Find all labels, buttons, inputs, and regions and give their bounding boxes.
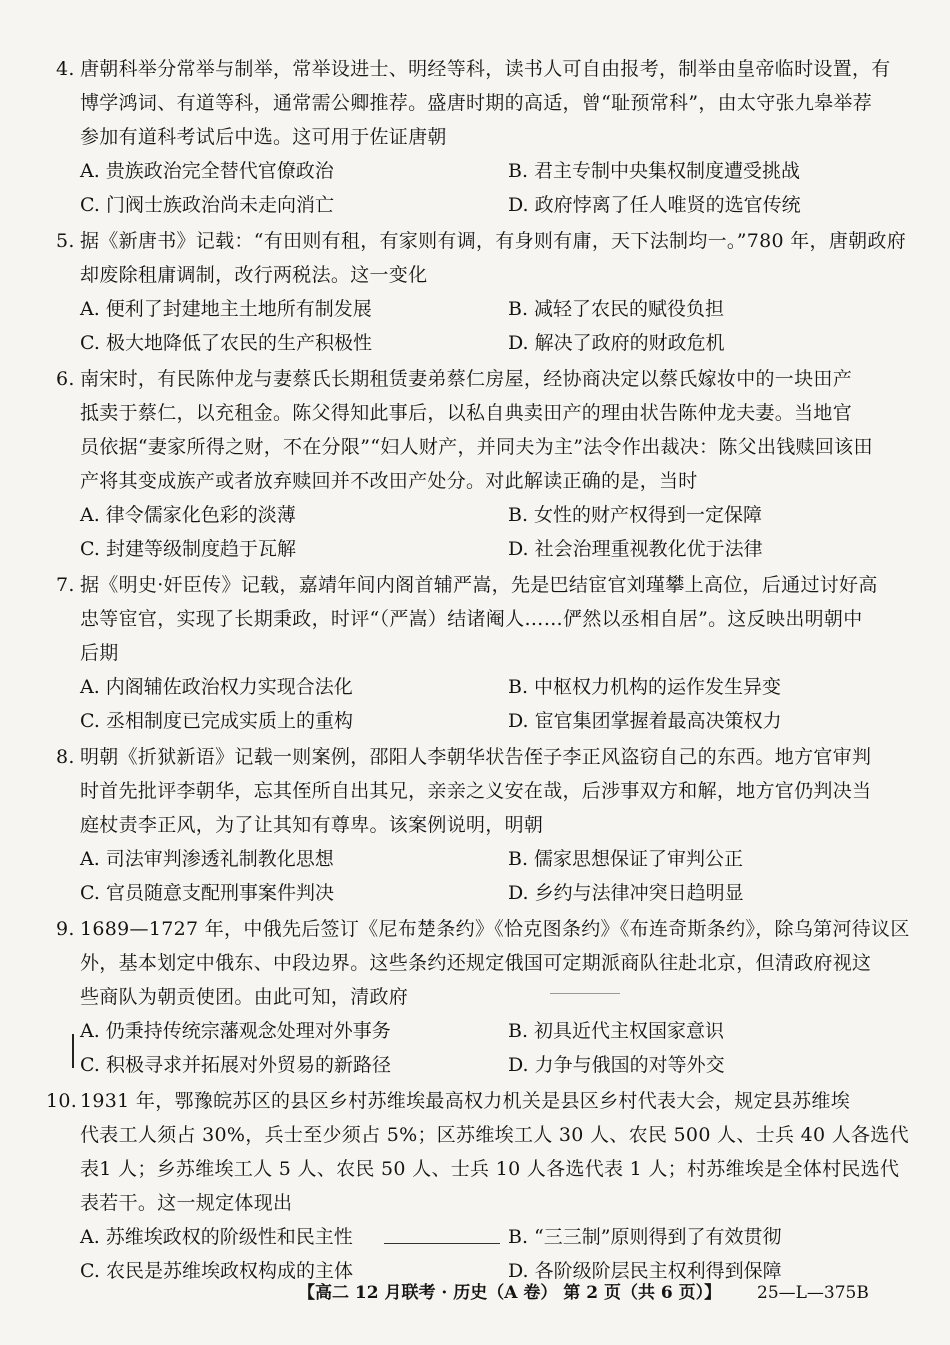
question-stem-line (0, 396, 950, 430)
option-b: B. 减轻了农民的赋役负担 (508, 298, 725, 320)
option-a: A. 苏维埃政权的阶级性和民主性 (80, 1226, 353, 1248)
option-row (0, 876, 950, 910)
option-c: C. 门阀士族政治尚未走向消亡 (80, 194, 334, 216)
stem-text: 参加有道科考试后中选。这可用于佐证唐朝 (80, 126, 447, 148)
stem-text: 博学鸿词、有道等科，通常需公卿推荐。盛唐时期的高适，曾“耻预常科”，由太守张九皋举荐 (80, 92, 873, 114)
footer-code: 25—L—375B (757, 1283, 869, 1303)
question-stem-line (0, 224, 950, 258)
scan-mark (72, 1034, 74, 1068)
question-10 (0, 1084, 950, 1288)
question-8 (0, 740, 950, 910)
question-stem-line (0, 602, 950, 636)
question-5 (0, 224, 950, 360)
question-stem-line (0, 740, 950, 774)
question-stem-line (0, 1118, 950, 1152)
question-stem-line (0, 912, 950, 946)
option-a: A. 律令儒家化色彩的淡薄 (80, 504, 296, 526)
question-stem-line (0, 774, 950, 808)
underline-mark (384, 1243, 500, 1244)
question-list (0, 52, 950, 1290)
stem-text: 唐朝科举分常举与制举，常举设进士、明经等科，读书人可自由报考，制举由皇帝临时设置，有 (80, 58, 891, 80)
option-d: D. 宦官集团掌握着最高决策权力 (508, 710, 782, 732)
question-number: 9. (56, 918, 75, 940)
question-4 (0, 52, 950, 222)
question-number: 7. (56, 574, 75, 596)
question-number: 10. (46, 1090, 78, 1112)
option-c: C. 农民是苏维埃政权构成的主体 (80, 1260, 353, 1282)
question-number: 5. (56, 230, 75, 252)
stem-text: 明朝《折狱新语》记载一则案例，邵阳人李朝华状告侄子李正风盗窃自己的东西。地方官审判 (80, 746, 872, 768)
stem-text: 南宋时，有民陈仲龙与妻蔡氏长期租赁妻弟蔡仁房屋，经协商决定以蔡氏嫁妆中的一块田产 (80, 368, 853, 390)
question-6 (0, 362, 950, 566)
question-number: 6. (56, 368, 75, 390)
option-d: D. 各阶级阶层民主权利得到保障 (508, 1260, 782, 1282)
option-row (0, 1220, 950, 1254)
option-c: C. 丞相制度已完成实质上的重构 (80, 710, 353, 732)
question-stem-line (0, 568, 950, 602)
option-d: D. 乡约与法律冲突日趋明显 (508, 882, 744, 904)
question-stem-line (0, 1152, 950, 1186)
stem-text: 表若干。这一规定体现出 (80, 1192, 293, 1214)
stem-text: 抵卖于蔡仁，以充租金。陈父得知此事后，以私自典卖田产的理由状告陈仲龙夫妻。当地官 (80, 402, 853, 424)
page-footer (0, 1276, 950, 1310)
option-b: B. “三三制”原则得到了有效贯彻 (508, 1226, 782, 1248)
question-stem-line (0, 52, 950, 86)
stem-text: 却废除租庸调制，改行两税法。这一变化 (80, 264, 428, 286)
option-d: D. 政府悖离了任人唯贤的选官传统 (508, 194, 801, 216)
question-stem-line (0, 808, 950, 842)
question-stem-line (0, 946, 950, 980)
stem-text: 代表工人须占 30%，兵士至少须占 5%；区苏维埃工人 30 人、农民 500 人、士兵 40 人各选代 (80, 1124, 909, 1146)
option-row (0, 704, 950, 738)
option-b: B. 中枢权力机构的运作发生异变 (508, 676, 782, 698)
stem-text: 后期 (80, 642, 119, 664)
option-b: B. 初具近代主权国家意识 (508, 1020, 725, 1042)
option-c: C. 封建等级制度趋于瓦解 (80, 538, 296, 560)
stem-text: 时首先批评李朝华，忘其侄所自出其兄，亲亲之义安在哉，后涉事双方和解，地方官仍判决当 (80, 780, 872, 802)
question-stem-line (0, 258, 950, 292)
option-d: D. 解决了政府的财政危机 (508, 332, 725, 354)
question-9 (0, 912, 950, 1082)
option-row (0, 1048, 950, 1082)
stem-text: 员依据“妻家所得之财，不在分限”“妇人财产，并同夫为主”法令作出裁决：陈父出钱赎回该田 (80, 436, 873, 458)
option-row (0, 670, 950, 704)
question-stem-line (0, 464, 950, 498)
question-stem-line (0, 1084, 950, 1118)
question-number: 4. (56, 58, 75, 80)
option-row (0, 188, 950, 222)
option-a: A. 便利了封建地主土地所有制发展 (80, 298, 372, 320)
option-b: B. 儒家思想保证了审判公正 (508, 848, 744, 870)
stem-text: 1689—1727 年，中俄先后签订《尼布楚条约》《恰克图条约》《布连奇斯条约》，除乌第河待议区 (80, 918, 910, 940)
stem-text: 据《新唐书》记载：“有田则有租，有家则有调，有身则有庸，天下法制均一。”780 年，唐朝政府 (80, 230, 907, 252)
question-stem-line (0, 120, 950, 154)
option-row (0, 532, 950, 566)
stem-text: 外，基本划定中俄东、中段边界。这些条约还规定俄国可定期派商队往赴北京，但清政府视这 (80, 952, 872, 974)
option-row (0, 326, 950, 360)
option-row (0, 842, 950, 876)
option-b: B. 女性的财产权得到一定保障 (508, 504, 763, 526)
question-number: 8. (56, 746, 75, 768)
option-a: A. 司法审判渗透礼制教化思想 (80, 848, 334, 870)
footer-title: 【高二 12 月联考 · 历史（A 卷） 第 2 页（共 6 页）】 (298, 1283, 722, 1303)
option-row (0, 154, 950, 188)
stem-text: 1931 年，鄂豫皖苏区的县区乡村苏维埃最高权力机关是县区乡村代表大会，规定县苏维埃 (80, 1090, 850, 1112)
scan-mark (550, 993, 620, 994)
question-stem-line (0, 636, 950, 670)
option-c: C. 极大地降低了农民的生产积极性 (80, 332, 372, 354)
option-a: A. 内阁辅佐政治权力实现合法化 (80, 676, 353, 698)
stem-text: 表1 人；乡苏维埃工人 5 人、农民 50 人、士兵 10 人各选代表 1 人；村苏维埃是全体村民选代 (80, 1158, 900, 1180)
option-a: A. 贵族政治完全替代官僚政治 (80, 160, 334, 182)
stem-text: 据《明史·奸臣传》记载，嘉靖年间内阁首辅严嵩，先是巴结宦官刘瑾攀上高位，后通过讨好高 (80, 574, 878, 596)
option-c: C. 积极寻求并拓展对外贸易的新路径 (80, 1054, 391, 1076)
question-7 (0, 568, 950, 738)
option-c: C. 官员随意支配刑事案件判决 (80, 882, 334, 904)
option-a: A. 仍秉持传统宗藩观念处理对外事务 (80, 1020, 391, 1042)
option-b: B. 君主专制中央集权制度遭受挑战 (508, 160, 801, 182)
option-d: D. 力争与俄国的对等外交 (508, 1054, 725, 1076)
option-row (0, 292, 950, 326)
stem-text: 产将其变成族产或者放弃赎回并不改田产处分。对此解读正确的是，当时 (80, 470, 698, 492)
option-d: D. 社会治理重视教化优于法律 (508, 538, 763, 560)
question-stem-line (0, 980, 950, 1014)
option-row (0, 1014, 950, 1048)
stem-text: 忠等宦官，实现了长期秉政，时评“（严嵩）结诸阉人……俨然以丞相自居”。这反映出明朝中 (80, 608, 863, 630)
question-stem-line (0, 86, 950, 120)
question-stem-line (0, 362, 950, 396)
stem-text: 些商队为朝贡使团。由此可知，清政府 (80, 986, 409, 1008)
question-stem-line (0, 430, 950, 464)
option-row (0, 498, 950, 532)
stem-text: 庭杖责李正风，为了让其知有尊卑。该案例说明，明朝 (80, 814, 544, 836)
question-stem-line (0, 1186, 950, 1220)
